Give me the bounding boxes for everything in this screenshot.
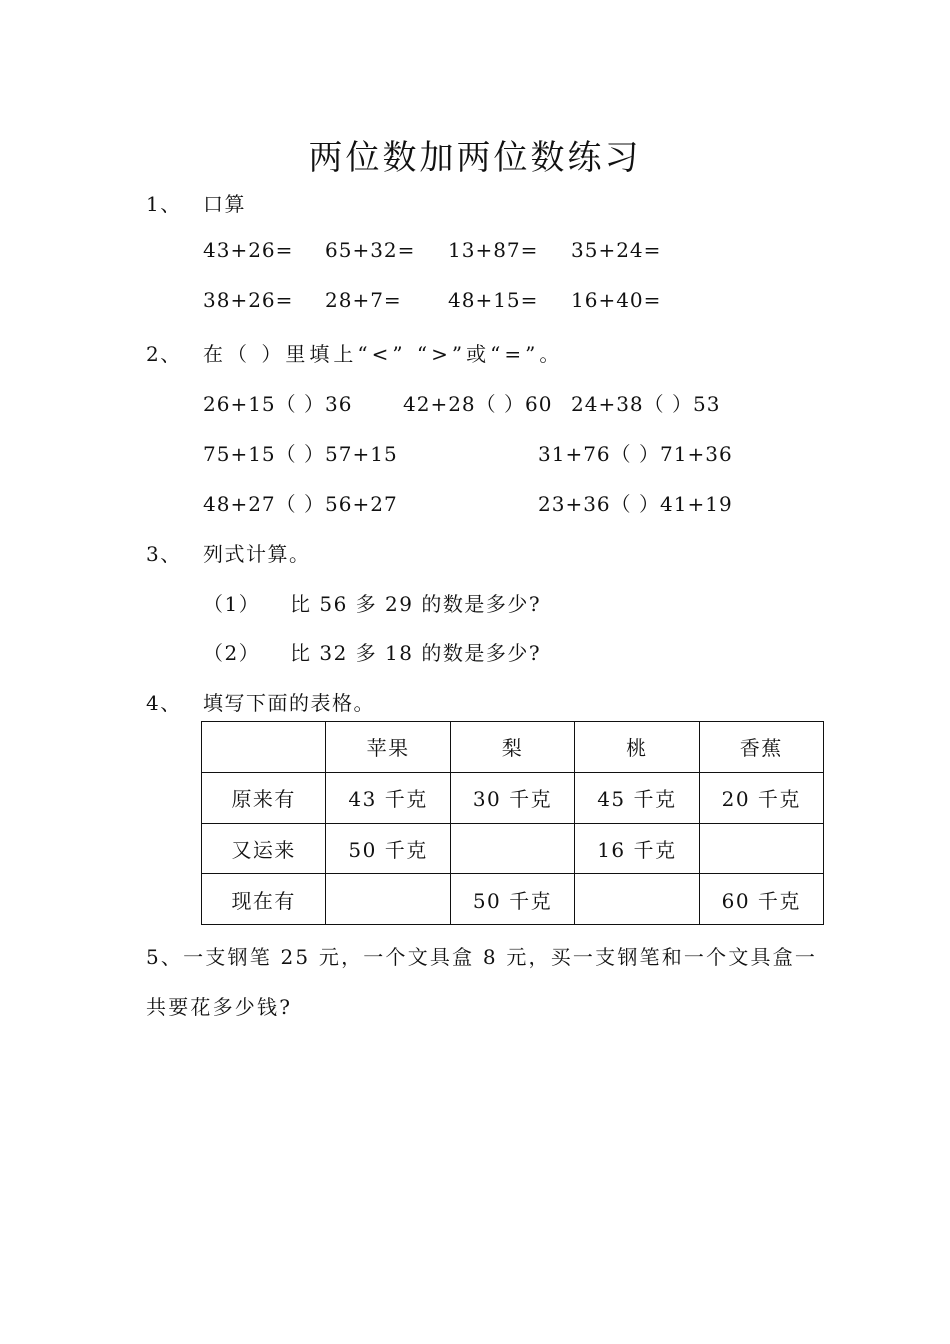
table-cell: 20 千克	[699, 772, 823, 823]
table-cell: 43 千克	[326, 772, 450, 823]
compare-item: 31+76（ ）71+36	[538, 442, 733, 466]
table-row	[202, 874, 824, 925]
question-5-line-1: 5、一支钢笔 25 元，一个文具盒 8 元，买一支钢笔和一个文具盒一	[146, 945, 818, 969]
table-cell-blank	[326, 874, 450, 925]
mental-math-item: 65+32=	[325, 238, 416, 262]
mental-math-item: 16+40=	[571, 288, 662, 312]
sub-question-number: （2）	[203, 641, 261, 665]
table-cell-blank	[699, 823, 823, 874]
table-row-label: 原来有	[202, 772, 326, 823]
table-header-cell: 梨	[450, 722, 574, 773]
mental-math-item: 13+87=	[448, 238, 539, 262]
table-cell: 50 千克	[450, 874, 574, 925]
table-cell: 45 千克	[575, 772, 699, 823]
compare-item: 26+15（ ）36	[203, 392, 353, 416]
page-title: 两位数加两位数练习	[308, 138, 642, 178]
table-row	[202, 823, 824, 874]
compare-item: 48+27（ ）56+27	[203, 492, 398, 516]
table-header-cell: 苹果	[326, 722, 450, 773]
question-4-number: 4、	[146, 691, 182, 715]
question-2-label: 在（ ）里填上“<” “>”或“=”。	[203, 342, 564, 366]
compare-item: 23+36（ ）41+19	[538, 492, 733, 516]
fruit-table	[201, 721, 824, 925]
sub-question-number: （1）	[203, 592, 261, 616]
table-header-cell: 香蕉	[699, 722, 823, 773]
mental-math-item: 38+26=	[203, 288, 294, 312]
table-cell-blank	[450, 823, 574, 874]
question-4-label: 填写下面的表格。	[203, 691, 375, 715]
table-cell	[202, 722, 326, 773]
table-cell: 16 千克	[575, 823, 699, 874]
mental-math-item: 43+26=	[203, 238, 294, 262]
sub-question-text: 比 32 多 18 的数是多少?	[290, 641, 542, 665]
table-header-cell: 桃	[575, 722, 699, 773]
sub-question-text: 比 56 多 29 的数是多少?	[290, 592, 542, 616]
question-1-number: 1、	[146, 192, 182, 216]
mental-math-item: 28+7=	[325, 288, 402, 312]
question-3-label: 列式计算。	[203, 542, 311, 566]
mental-math-item: 35+24=	[571, 238, 662, 262]
table-cell: 50 千克	[326, 823, 450, 874]
table-cell-blank	[575, 874, 699, 925]
question-3-number: 3、	[146, 542, 182, 566]
question-5-line-2: 共要花多少钱?	[146, 995, 293, 1019]
table-header-row	[202, 722, 824, 773]
table-row	[202, 772, 824, 823]
table-row-label: 又运来	[202, 823, 326, 874]
compare-item: 75+15（ ）57+15	[203, 442, 398, 466]
question-1-label: 口算	[203, 192, 246, 216]
table-cell: 60 千克	[699, 874, 823, 925]
question-2-number: 2、	[146, 342, 182, 366]
compare-item: 24+38（ ）53	[571, 392, 721, 416]
table-row-label: 现在有	[202, 874, 326, 925]
compare-item: 42+28（ ）60	[403, 392, 553, 416]
table-cell: 30 千克	[450, 772, 574, 823]
mental-math-item: 48+15=	[448, 288, 539, 312]
